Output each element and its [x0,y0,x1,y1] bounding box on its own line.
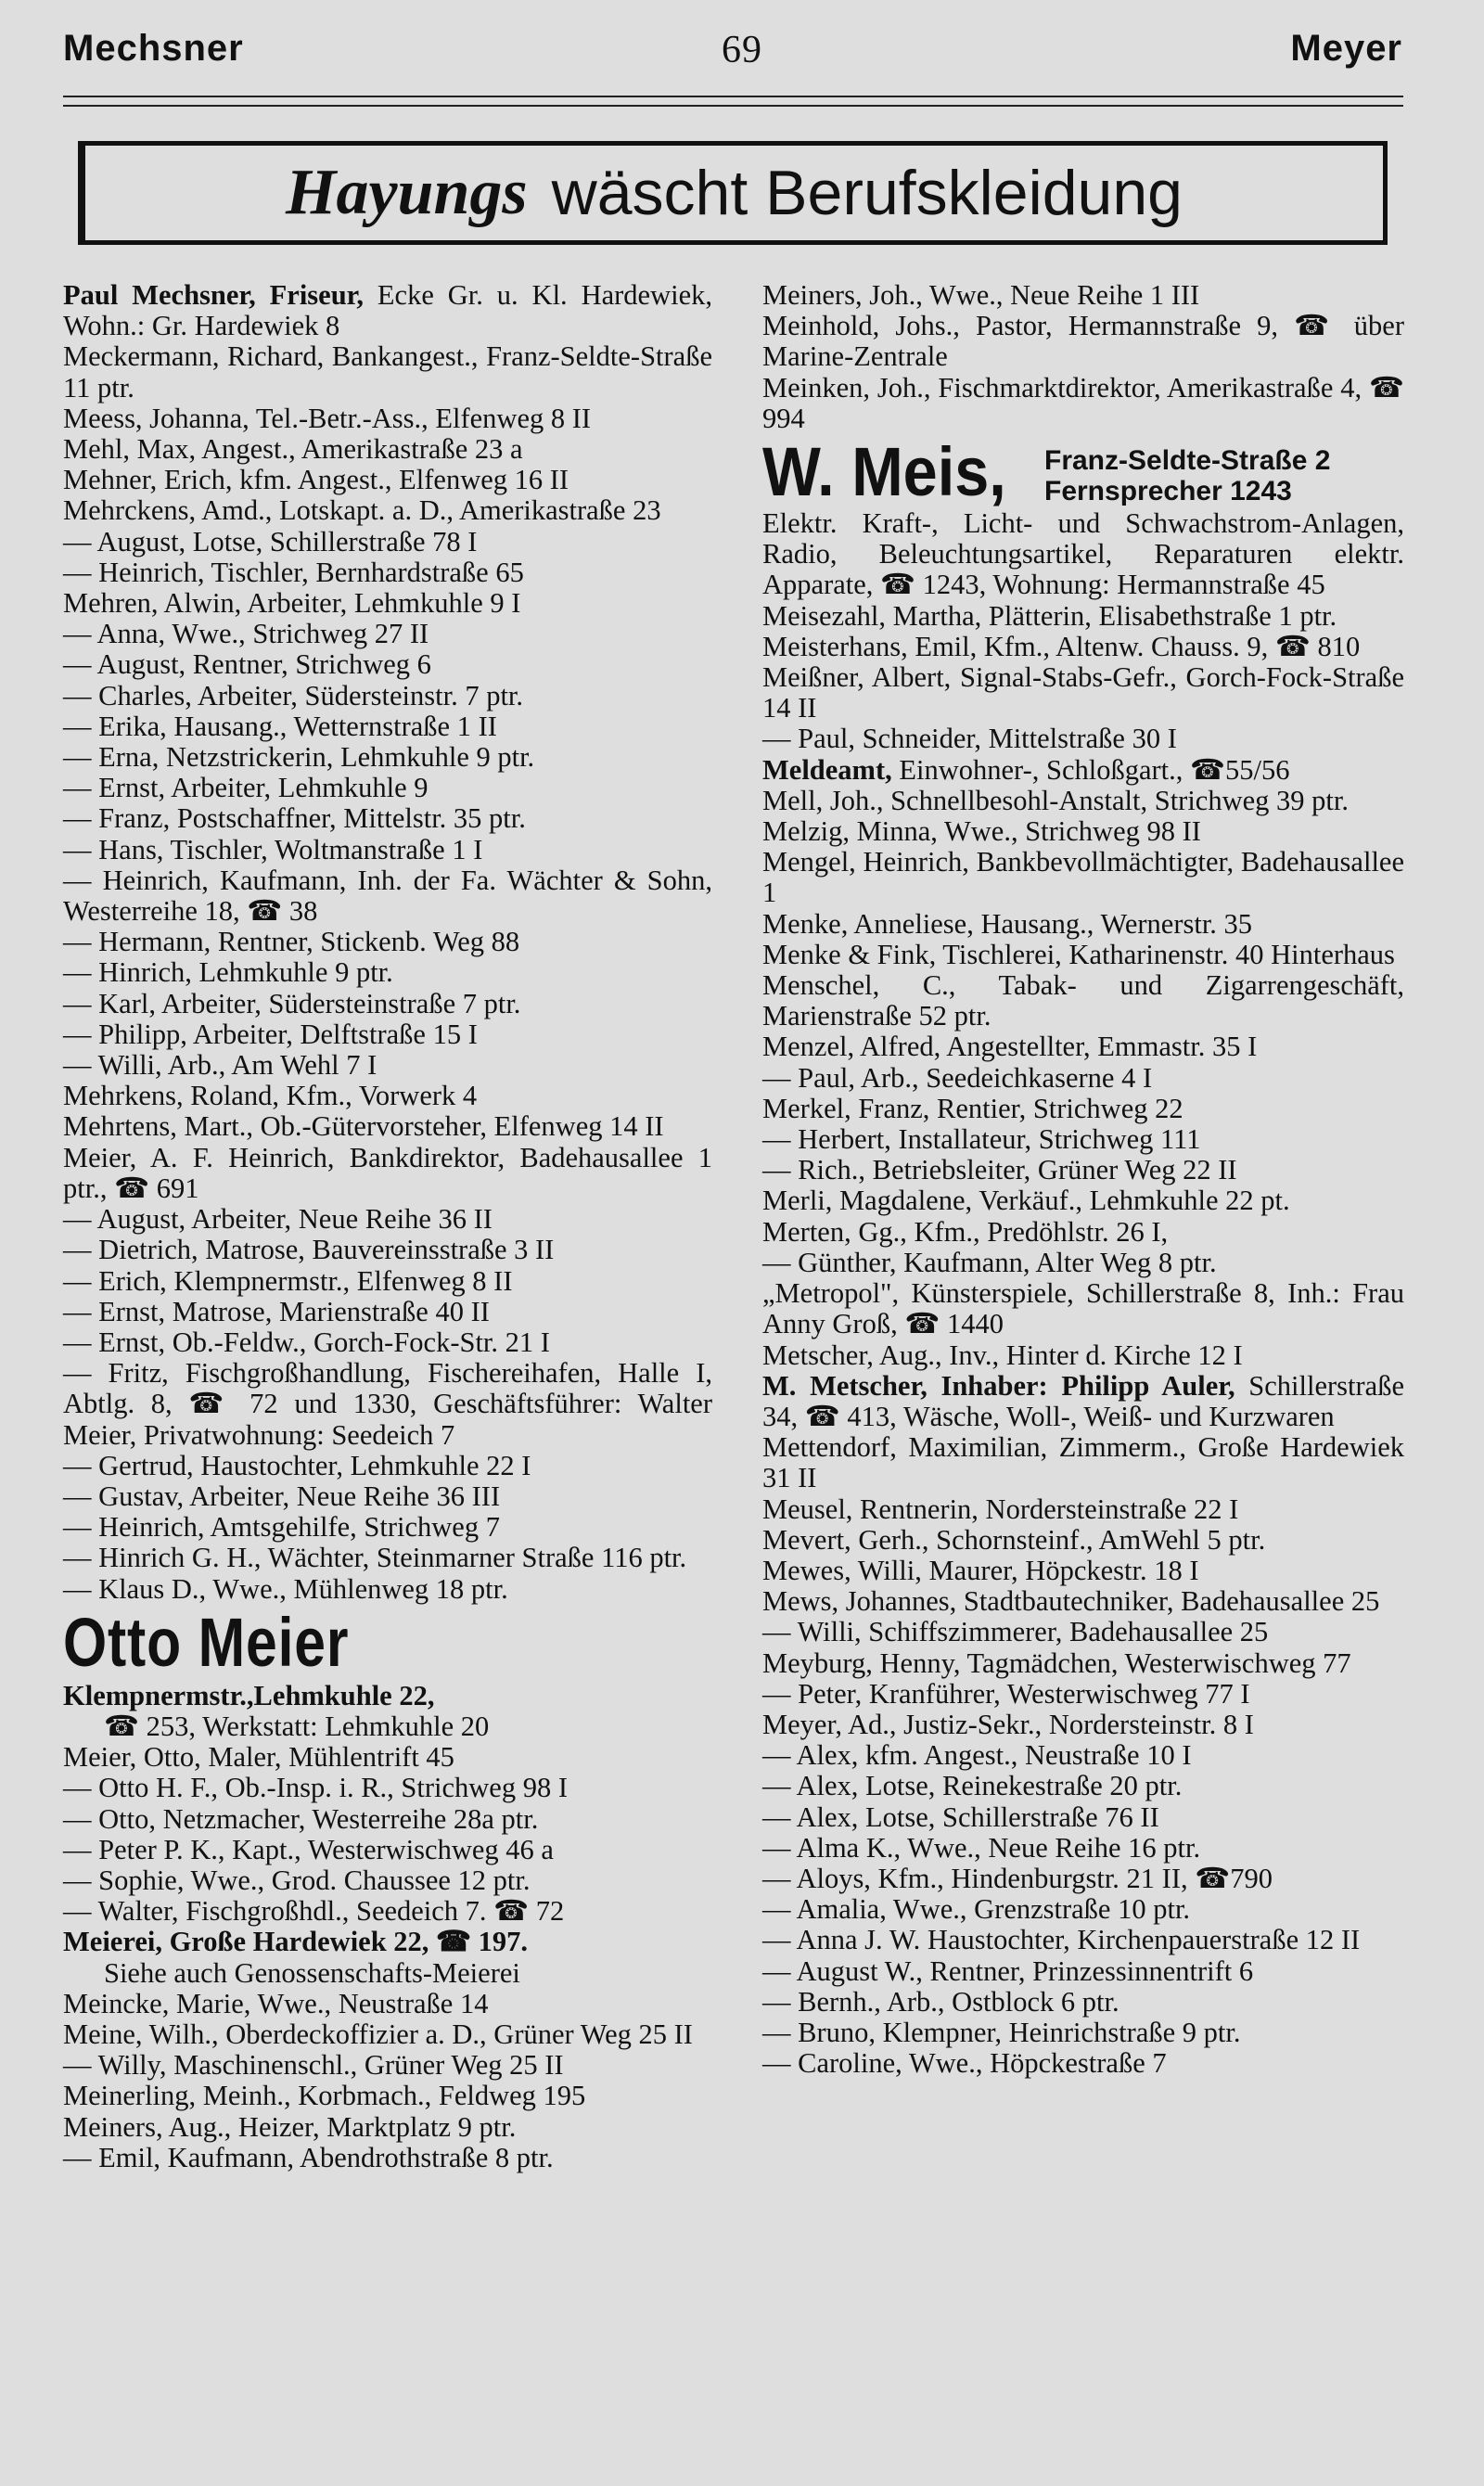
header-rule-bottom [63,105,1403,107]
directory-entry: — Gertrud, Haustochter, Lehmkuhle 22 I [63,1449,531,1481]
directory-entry: Mehrkens, Roland, Kfm., Vorwerk 4 [63,1080,478,1112]
directory-entry: — Herbert, Installateur, Strichweg 111 [762,1123,1201,1156]
directory-entry: Meißner, Albert, Signal-Stabs-Gefr., Gorch-Fock-Straße 14 II [762,661,1404,724]
directory-entry: Melzig, Minna, Wwe., Strichweg 98 II [762,815,1201,848]
directory-entry: Meusel, Rentnerin, Nordersteinstraße 22 I [762,1493,1239,1525]
directory-entry: Mevert, Gerh., Schornsteinf., AmWehl 5 ptr. [762,1523,1266,1556]
directory-entry: — Alex, kfm. Angest., Neustraße 10 I [762,1739,1192,1772]
banner-text: wäscht Berufskleidung [551,158,1183,228]
directory-entry: — Rich., Betriebsleiter, Grüner Weg 22 II [762,1154,1237,1186]
directory-entry: Mewes, Willi, Maurer, Höpckestr. 18 I [762,1554,1199,1586]
directory-entry: Mehner, Erich, kfm. Angest., Elfenweg 16 II [63,464,569,496]
entry-name-bold: Meierei, Große Hardewiek 22, ☎ 197. [63,1926,529,1958]
directory-entry: — Hinrich G. H., Wächter, Steinmarner Straße 116 ptr. [63,1542,687,1574]
directory-entry: Mehren, Alwin, Arbeiter, Lehmkuhle 9 I [63,587,521,620]
directory-entry: — August, Rentner, Strichweg 6 [63,648,431,681]
directory-entry: Merli, Magdalene, Verkäuf., Lehmkuhle 22 pt. [762,1185,1290,1217]
directory-entry: — Ernst, Matrose, Marienstraße 40 II [63,1295,490,1327]
directory-entry: Metscher, Aug., Inv., Hinter d. Kirche 12 I [762,1339,1243,1371]
directory-entry [762,755,1404,786]
directory-entry: — Günther, Kaufmann, Alter Weg 8 ptr. [762,1246,1217,1278]
directory-entry: Meiners, Aug., Heizer, Marktplatz 9 ptr. [63,2110,517,2143]
directory-entry: Meinhold, Johs., Pastor, Hermannstraße 9, ☎ über Marine-Zentrale [762,310,1404,373]
header-right-keyword: Meyer [1290,28,1402,69]
directory-entry: — Hermann, Rentner, Stickenb. Weg 88 [63,926,520,958]
directory-entry: — Klaus D., Wwe., Mühlenweg 18 ptr. [63,1572,508,1605]
directory-entry: Elektr. Kraft-, Licht- und Schwachstrom-Anlagen, Radio, Beleuchtungsartikel, Reparaturen elektr. Apparate, ☎ 1243, Wohnung: Hermannstraße 45 [762,507,1404,601]
directory-entry: Menke & Fink, Tischlerei, Katharinenstr. 40 Hinterhaus [762,938,1395,970]
directory-entry: — Heinrich, Kaufmann, Inh. der Fa. Wächter & Sohn, Westerreihe 18, ☎ 38 [63,864,712,928]
directory-entry: — Karl, Arbeiter, Südersteinstraße 7 ptr. [63,987,521,1019]
directory-entry: — Bruno, Klempner, Heinrichstraße 9 ptr. [762,2016,1241,2048]
entry-details: Einwohner-, Schloßgart., ☎55/56 [891,753,1290,786]
directory-entry: — Charles, Arbeiter, Südersteinstr. 7 ptr. [63,679,524,711]
directory-entry: Meckermann, Richard, Bankangest., Franz-Seldte-Straße 11 ptr. [63,340,712,404]
directory-entry: ☎ 253, Werkstatt: Lehmkuhle 20 [104,1710,490,1742]
header-rule-top [63,96,1403,97]
directory-entry: — Paul, Arb., Seedeichkaserne 4 I [762,1061,1153,1094]
right-column [762,280,1404,2079]
directory-entry: — Hans, Tischler, Woltmanstraße 1 I [63,833,483,865]
directory-entry: Mehrtens, Mart., Ob.-Gütervorsteher, Elfenweg 14 II [63,1110,664,1143]
display-advertisement [762,433,1404,511]
directory-entry: — Hinrich, Lehmkuhle 9 ptr. [63,956,393,989]
advertisement-contact [1044,445,1330,506]
directory-entry: — Dietrich, Matrose, Bauvereinsstraße 3 II [63,1234,555,1266]
directory-entry: Menke, Anneliese, Hausang., Wernerstr. 35 [762,907,1253,940]
directory-entry: — Otto H. F., Ob.-Insp. i. R., Strichweg 98 I [63,1772,568,1804]
directory-entry: — Sophie, Wwe., Grod. Chaussee 12 ptr. [63,1864,531,1896]
directory-entry: — Peter, Kranführer, Westerwischweg 77 I [762,1677,1250,1710]
directory-entry: — Ernst, Arbeiter, Lehmkuhle 9 [63,772,429,804]
display-advertisement-name: Otto Meier [63,1603,350,1681]
directory-entry: — Alma K., Wwe., Neue Reihe 16 ptr. [762,1831,1201,1864]
directory-entry: — Erich, Klempnermstr., Elfenweg 8 II [63,1264,513,1297]
directory-entry: Mehl, Max, Angest., Amerikastraße 23 a [63,433,523,466]
entry-name-bold: M. Metscher, Inhaber: Philipp Auler, [762,1369,1235,1402]
directory-entry: — Heinrich, Amtsgehilfe, Strichweg 7 [63,1511,500,1544]
directory-entry: Menzel, Alfred, Angestellter, Emmastr. 35 I [762,1031,1258,1063]
left-column [63,280,712,2173]
directory-entry: Menschel, C., Tabak- und Zigarrengeschäft, Marienstraße 52 ptr. [762,969,1404,1032]
directory-entry [63,280,712,341]
entry-name-bold: Klempnermstr.,Lehmkuhle 22, [63,1679,435,1711]
directory-entry: — Alex, Lotse, Reinekestraße 20 ptr. [762,1770,1183,1802]
advertisement-name: W. Meis, [762,433,1006,511]
advertisement-phone: Fernsprecher 1243 [1044,476,1292,507]
directory-entry: — Aloys, Kfm., Hindenburgstr. 21 II, ☎790 [762,1862,1273,1894]
directory-entry: — Emil, Kaufmann, Abendrothstraße 8 ptr. [63,2141,554,2173]
directory-entry: — Fritz, Fischgroßhandlung, Fischereihafen, Halle I, Abtlg. 8, ☎ 72 und 1330, Geschäftsführer: Walter Meier, Privatwohnung: Seedeich 7 [63,1357,712,1451]
directory-entry [762,1371,1404,1432]
directory-entry: Mengel, Heinrich, Bankbevollmächtigter, Badehausallee 1 [762,846,1404,909]
directory-entry: Meyer, Ad., Justiz-Sekr., Nordersteinstr. 8 I [762,1708,1254,1740]
directory-entry: — Anna J. W. Haustochter, Kirchenpauerstraße 12 II [762,1924,1361,1956]
entry-details: Schillerstraße 34, ☎ 413, Wäsche, Woll-, Weiß- und Kurzwaren [762,1369,1404,1432]
banner-brand: Hayungs [286,157,528,228]
directory-entry: — Philipp, Arbeiter, Delftstraße 15 I [63,1018,478,1050]
directory-entry: — Anna, Wwe., Strichweg 27 II [63,618,429,650]
directory-entry: — Gustav, Arbeiter, Neue Reihe 36 III [63,1480,501,1512]
directory-entry: Meier, A. F. Heinrich, Bankdirektor, Badehausallee 1 ptr., ☎ 691 [63,1141,712,1204]
directory-entry: Meisterhans, Emil, Kfm., Altenw. Chauss. 9, ☎ 810 [762,630,1361,662]
directory-entry: — August W., Rentner, Prinzessinnentrift 6 [762,1954,1254,1987]
directory-entry: — Otto, Netzmacher, Westerreihe 28a ptr. [63,1802,539,1835]
directory-entry: — Walter, Fischgroßhdl., Seedeich 7. ☎ 72 [63,1895,565,1928]
entry-details: Ecke Gr. u. Kl. Hardewiek, Wohn.: Gr. Hardewiek 8 [63,279,712,342]
directory-entry: — Erika, Hausang., Wetternstraße 1 II [63,710,497,742]
directory-entry: Mews, Johannes, Stadtbautechniker, Badehausallee 25 [762,1585,1380,1618]
directory-entry: Siehe auch Genossenschafts-Meierei [104,1956,520,1989]
directory-entry: Mehrckens, Amd., Lotskapt. a. D., Amerikastraße 23 [63,494,661,527]
directory-entry [63,1681,712,1711]
directory-entry: — Amalia, Wwe., Grenzstraße 10 ptr. [762,1893,1191,1926]
directory-entry: — Peter P. K., Kapt., Westerwischweg 46 a [63,1833,554,1865]
advertisement-address: Franz-Seldte-Straße 2 [1044,445,1331,477]
directory-entry: — Erna, Netzstrickerin, Lehmkuhle 9 ptr. [63,741,535,774]
directory-entry: Meinerling, Meinh., Korbmach., Feldweg 195 [63,2080,586,2112]
entry-name-bold: Meldeamt, [762,753,892,786]
directory-entry: Meincke, Marie, Wwe., Neustraße 14 [63,1987,489,2019]
directory-entry: — August, Lotse, Schillerstraße 78 I [63,525,478,557]
directory-entry: — Willi, Schiffszimmerer, Badehausallee 25 [762,1616,1269,1648]
directory-entry: — Paul, Schneider, Mittelstraße 30 I [762,723,1177,755]
directory-entry: Meisezahl, Martha, Plätterin, Elisabethstraße 1 ptr. [762,599,1337,632]
directory-entry: — Heinrich, Tischler, Bernhardstraße 65 [63,556,524,588]
directory-entry: Mettendorf, Maximilian, Zimmerm., Große Hardewiek 31 II [762,1431,1404,1494]
directory-entry: Meier, Otto, Maler, Mühlentrift 45 [63,1741,454,1774]
directory-entry: — Alex, Lotse, Schillerstraße 76 II [762,1800,1159,1833]
directory-entry: — August, Arbeiter, Neue Reihe 36 II [63,1203,493,1236]
directory-entry: Merten, Gg., Kfm., Predöhlstr. 26 I, [762,1215,1169,1248]
directory-entry: — Willy, Maschinenschl., Grüner Weg 25 II [63,2049,564,2082]
entry-name-bold: Paul Mechsner, Friseur, [63,279,365,311]
directory-entry: — Willi, Arb., Am Wehl 7 I [63,1049,377,1082]
page-number: 69 [722,29,762,71]
header-left-keyword: Mechsner [63,28,244,69]
directory-entry: — Franz, Postschaffner, Mittelstr. 35 ptr. [63,802,526,835]
directory-entry: — Bernh., Arb., Ostblock 6 ptr. [762,1985,1119,2018]
directory-entry [63,1927,712,1957]
advertisement-banner [78,141,1388,245]
directory-entry: Merkel, Franz, Rentier, Strichweg 22 [762,1092,1183,1124]
directory-entry: Meess, Johanna, Tel.-Betr.-Ass., Elfenweg 8 II [63,402,592,434]
directory-entry: Meine, Wilh., Oberdeckoffizier a. D., Grüner Weg 25 II [63,2018,693,2050]
directory-entry: — Ernst, Ob.-Feldw., Gorch-Fock-Str. 21 I [63,1326,550,1358]
directory-entry: Meiners, Joh., Wwe., Neue Reihe 1 III [762,279,1200,311]
directory-entry: Mell, Joh., Schnellbesohl-Anstalt, Strichweg 39 ptr. [762,784,1349,816]
directory-entry: Meinken, Joh., Fischmarktdirektor, Amerikastraße 4, ☎ 994 [762,371,1404,434]
directory-entry: „Metropol", Künsterspiele, Schillerstraße 8, Inh.: Frau Anny Groß, ☎ 1440 [762,1277,1404,1340]
directory-entry: Meyburg, Henny, Tagmädchen, Westerwischweg 77 [762,1647,1351,1679]
directory-entry: — Caroline, Wwe., Höpckestraße 7 [762,2047,1167,2080]
